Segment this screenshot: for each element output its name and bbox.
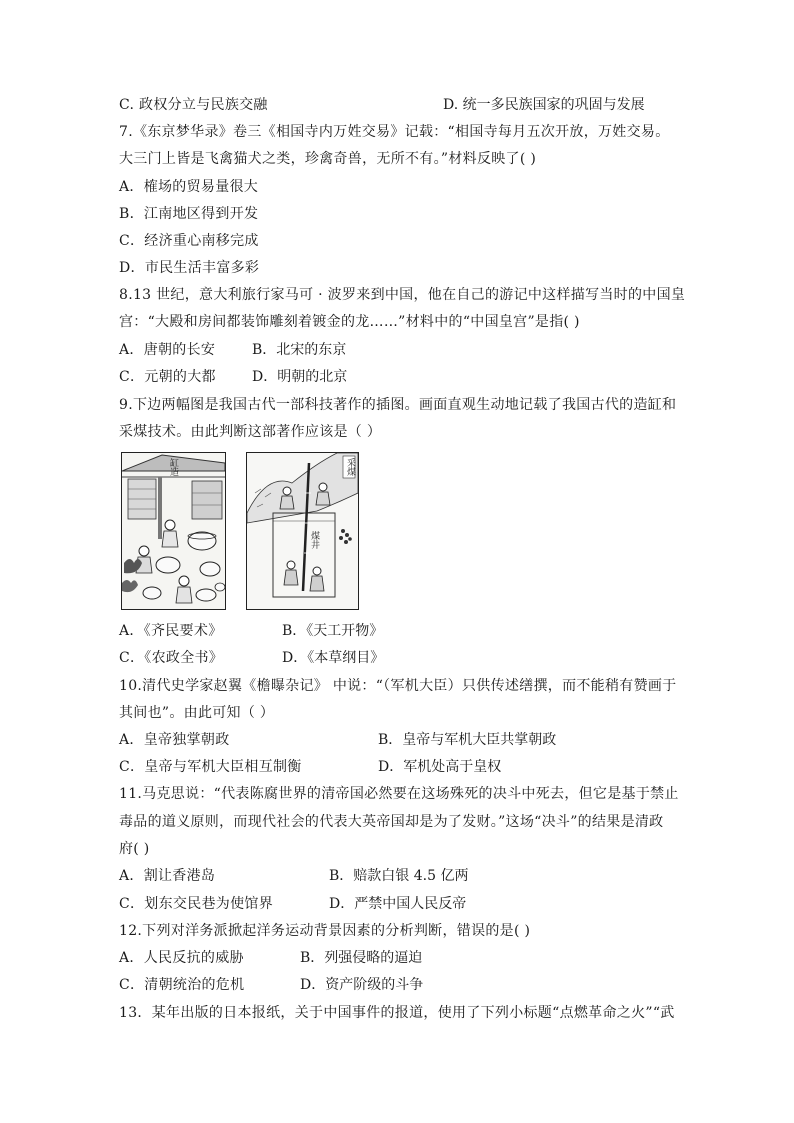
q12-option-d: D．资产阶级的斗争 <box>300 977 424 993</box>
q9-option-d: D．《本草纲目》 <box>282 650 385 666</box>
q8-option-a: A．唐朝的长安 <box>119 342 216 358</box>
q10-stem-line1: 10.清代史学家赵翼《檐曝杂记》 中说：“（军机大臣）只供传述缮撰，而不能稍有赞画于 <box>119 678 677 694</box>
q11-option-a: A．割让香港岛 <box>119 868 216 884</box>
illustration-shaft-label: 煤井 <box>309 531 319 549</box>
q6-option-d: D. 统一多民族国家的巩固与发展 <box>443 97 645 113</box>
illustration-jar-label: 缸造 <box>168 458 178 476</box>
q7-stem-line1: 7.《东京梦华录》卷三《相国寺内万姓交易》记载：“相国寺每月五次开放，万姓交易。 <box>119 124 670 140</box>
q8-option-d: D．明朝的北京 <box>252 369 348 385</box>
q11-option-d: D．严禁中国人民反帝 <box>329 896 467 912</box>
q12-option-b: B．列强侵略的逼迫 <box>300 950 423 966</box>
q11-stem-line3: 府( ) <box>119 841 150 857</box>
illustration-coal-mining <box>246 452 359 610</box>
q8-stem-line1: 8.13 世纪，意大利旅行家马可 · 波罗来到中国，他在自己的游记中这样描写当时的中国皇 <box>119 287 686 303</box>
q12-option-a: A．人民反抗的威胁 <box>119 950 244 966</box>
q8-stem-line2: 宫：“大殿和房间都装饰雕刻着镀金的龙……”材料中的“中国皇宫”是指( ) <box>119 314 580 330</box>
q9-option-c: C．《农政全书》 <box>119 650 224 666</box>
q9-stem-line2: 采煤技术。由此判断这部著作应该是（ ） <box>119 424 382 440</box>
q9-option-b: B．《天工开物》 <box>282 623 384 639</box>
q11-stem-line2: 毒品的道义原则，而现代社会的代表大英帝国却是为了发财。”这场“决斗”的结果是清政 <box>119 814 664 830</box>
q6-option-c: C. 政权分立与民族交融 <box>119 97 268 113</box>
q8-option-b: B．北宋的东京 <box>252 342 347 358</box>
q10-option-d: D．军机处高于皇权 <box>378 759 502 775</box>
q8-option-c: C．元朝的大都 <box>119 369 216 385</box>
q7-option-b: B．江南地区得到开发 <box>119 206 259 222</box>
q10-option-b: B．皇帝与军机大臣共掌朝政 <box>378 732 557 748</box>
q11-option-c: C．划东交民巷为使馆界 <box>119 896 274 912</box>
q11-option-b: B．赔款白银 4.5 亿两 <box>329 868 469 884</box>
q9-option-a: A．《齐民要术》 <box>119 623 223 639</box>
illustration-coal-label: 采煤 <box>345 458 355 476</box>
q12-option-c: C．清朝统治的危机 <box>119 977 245 993</box>
q10-stem-line2: 其间也”。由此可知（ ） <box>119 705 275 721</box>
q7-option-c: C．经济重心南移完成 <box>119 233 259 249</box>
q11-stem-line1: 11.马克思说：“代表陈腐世界的清帝国必然要在这场殊死的决斗中死去，但它是基于禁止 <box>119 786 679 802</box>
q7-option-a: A．榷场的贸易量很大 <box>119 179 259 195</box>
q7-option-d: D．市民生活丰富多彩 <box>119 260 260 276</box>
q10-option-c: C．皇帝与军机大臣相互制衡 <box>119 759 302 775</box>
q9-stem-line1: 9.下边两幅图是我国古代一部科技著作的插图。画面直观生动地记载了我国古代的造缸和 <box>119 397 677 413</box>
q10-option-a: A．皇帝独掌朝政 <box>119 732 230 748</box>
q7-stem-line2: 大三门上皆是飞禽猫犬之类，珍禽奇兽，无所不有。”材料反映了( ) <box>119 151 537 167</box>
q13-stem-line1: 13．某年出版的日本报纸，关于中国事件的报道，使用了下列小标题“点燃革命之火”“武 <box>119 1005 675 1021</box>
q12-stem: 12.下列对洋务派掀起洋务运动背景因素的分析判断，错误的是( ) <box>119 923 531 939</box>
illustration-jar-making <box>121 452 226 610</box>
